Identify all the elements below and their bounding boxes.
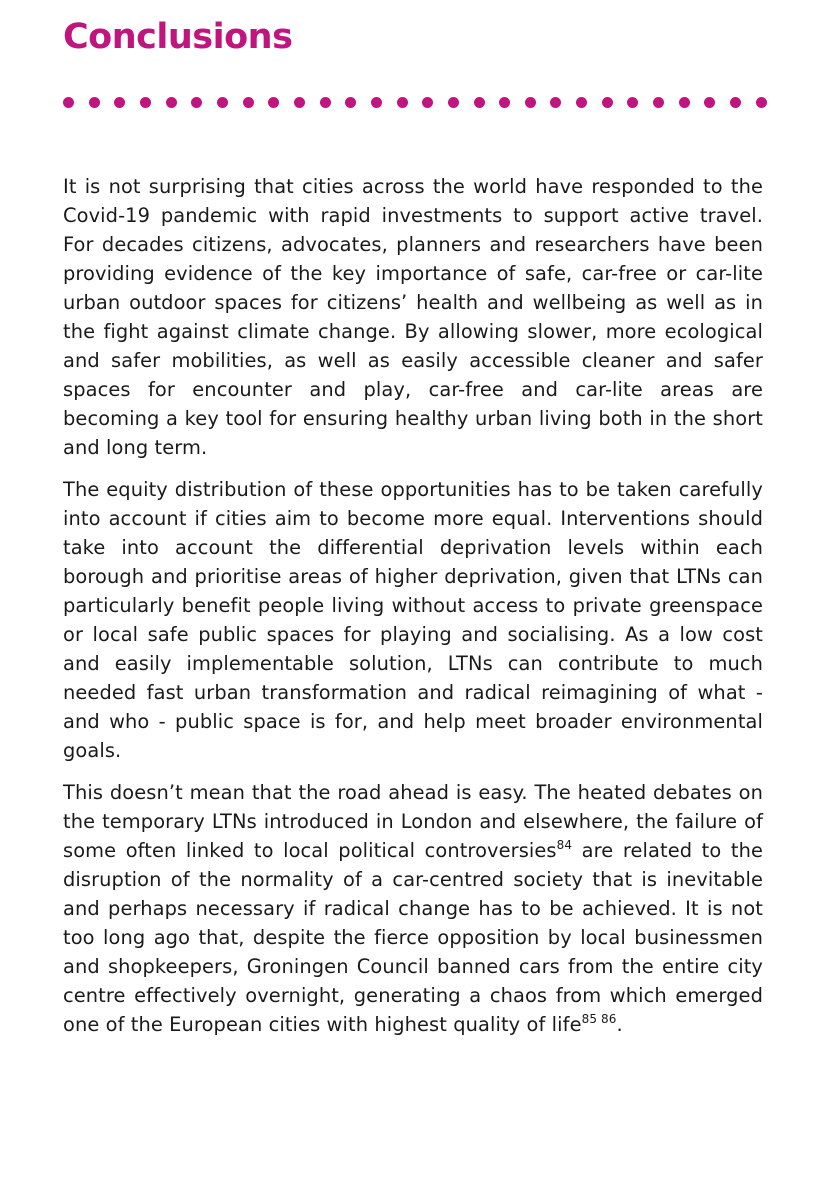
divider-dot xyxy=(730,97,741,108)
footnote-ref-84: 84 xyxy=(556,838,573,852)
page-title: Conclusions xyxy=(63,17,293,57)
divider-dot xyxy=(320,97,331,108)
divider-dot xyxy=(653,97,664,108)
divider-dot xyxy=(268,97,279,108)
divider-dot xyxy=(243,97,254,108)
divider-dot xyxy=(191,97,202,108)
divider-dot xyxy=(448,97,459,108)
divider-dot xyxy=(345,97,356,108)
divider-dot xyxy=(371,97,382,108)
footnote-ref-85-86: 85 86 xyxy=(581,1012,617,1026)
divider-dot xyxy=(576,97,587,108)
divider-dot xyxy=(294,97,305,108)
paragraph-3-part-2: are related to the disruption of the normality of a car-centred society that is inevitable and perhaps necessary if radical change has to be achieved. It is not too long ago that, despite the fierce opposition by local businessmen and shopkeepers, Groningen Council banned cars from the entire city centre effectively overnight, generating a chaos from which emerged one of the European cities with highest quality of life xyxy=(63,839,763,1036)
divider-dot xyxy=(397,97,408,108)
paragraph-3-part-3: . xyxy=(616,1013,623,1036)
divider-dot xyxy=(166,97,177,108)
divider-dot xyxy=(499,97,510,108)
divider-dot xyxy=(756,97,767,108)
divider-dot xyxy=(89,97,100,108)
divider-dot xyxy=(217,97,228,108)
divider-dot xyxy=(140,97,151,108)
body-text xyxy=(63,172,763,1052)
divider-dot xyxy=(550,97,561,108)
divider-dot xyxy=(422,97,433,108)
dotted-divider xyxy=(63,96,767,108)
divider-dot xyxy=(114,97,125,108)
paragraph-2: The equity distribution of these opportunities has to be taken carefully into account if cities aim to become more equal. Interventions should take into account the differential deprivation levels within each borough and prioritise areas of higher deprivation, given that LTNs can particularly benefit people living without access to private greenspace or local safe public spaces for playing and socialising. As a low cost and easily implementable solution, LTNs can contribute to much needed fast urban transformation and radical reimagining of what - and who - public space is for, and help meet broader environmental goals. xyxy=(63,478,763,762)
divider-dot xyxy=(63,97,74,108)
divider-dot xyxy=(474,97,485,108)
divider-dot xyxy=(602,97,613,108)
divider-dot xyxy=(627,97,638,108)
paragraph-3 xyxy=(63,778,763,1039)
divider-dot xyxy=(525,97,536,108)
paragraph-3-part-1: This doesn’t mean that the road ahead is easy. The heated debates on the temporary LTNs introduced in London and elsewhere, the failure of some often linked to local political controversies xyxy=(63,781,763,862)
divider-dot xyxy=(704,97,715,108)
divider-dot xyxy=(679,97,690,108)
paragraph-1: It is not surprising that cities across the world have responded to the Covid-19 pandemic with rapid investments to support active travel. For decades citizens, advocates, planners and researchers have been providing evidence of the key importance of safe, car-free or car-lite urban outdoor spaces for citizens’ health and wellbeing as well as in the fight against climate change. By allowing slower, more ecological and safer mobilities, as well as easily accessible cleaner and safer spaces for encounter and play, car-free and car-lite areas are becoming a key tool for ensuring healthy urban living both in the short and long term. xyxy=(63,175,763,459)
